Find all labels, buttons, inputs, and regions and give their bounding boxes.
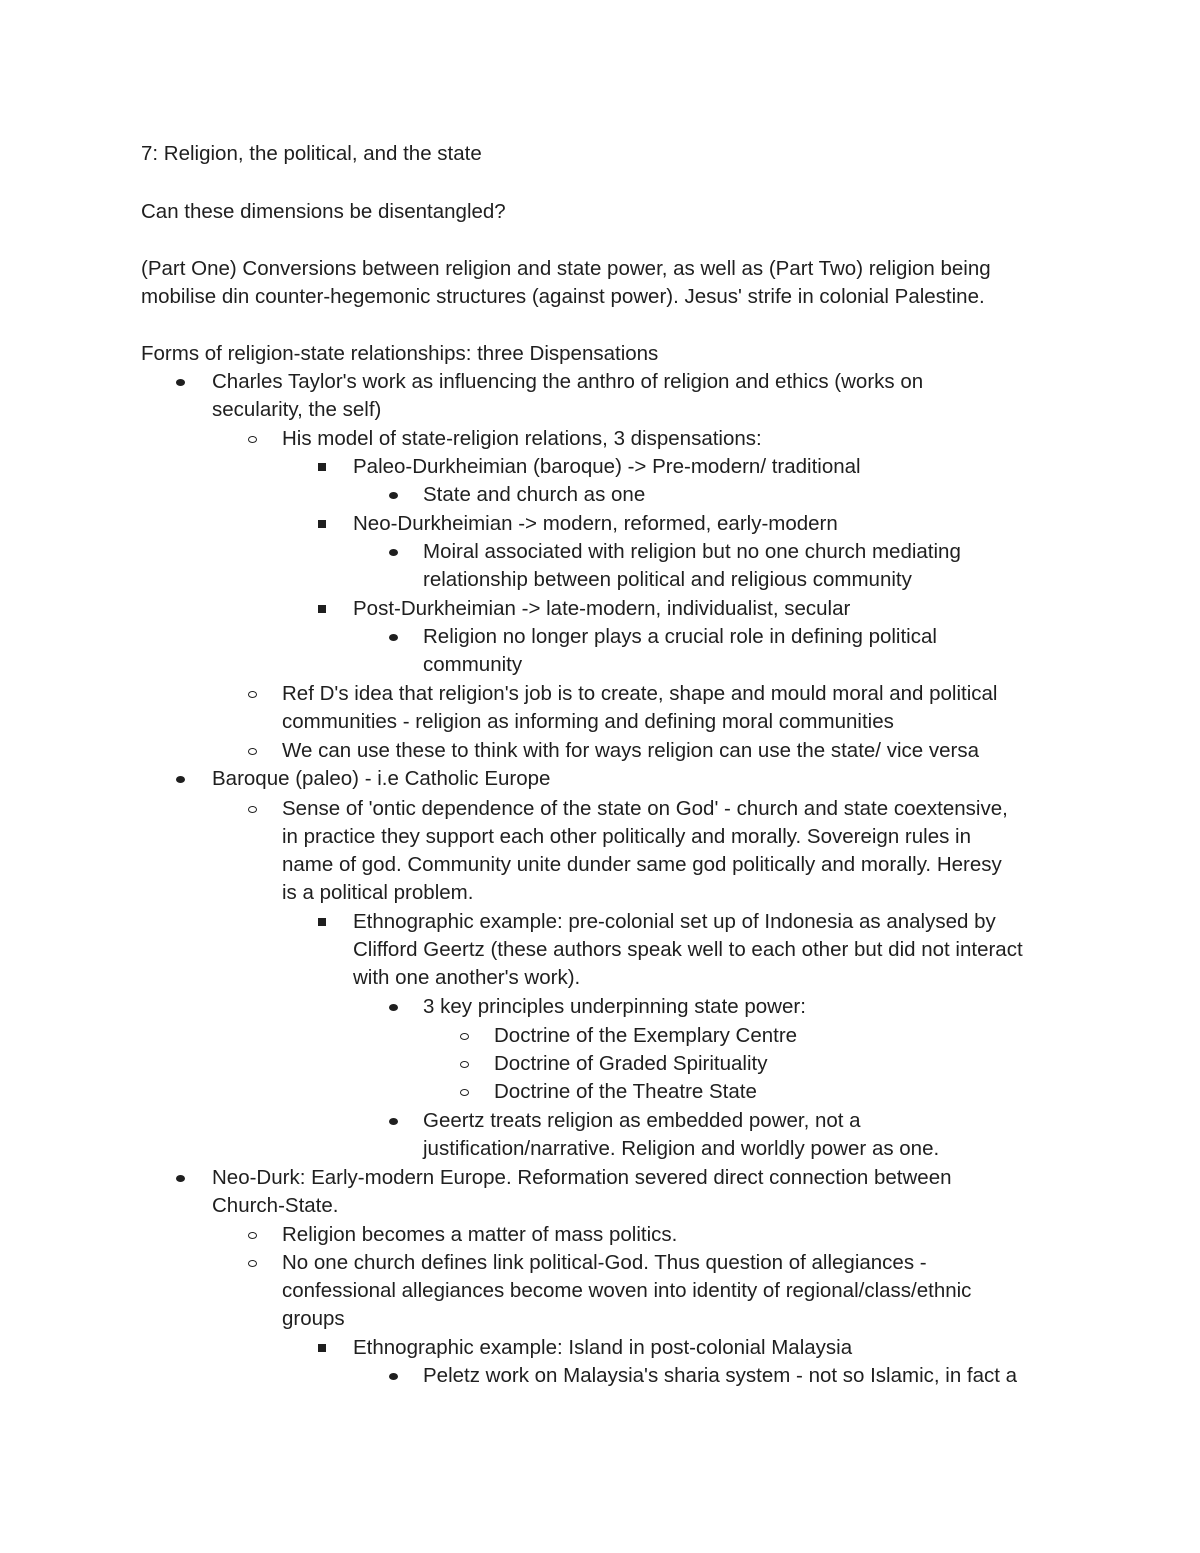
list-item: Doctrine of Graded Spirituality bbox=[494, 1052, 768, 1075]
square-bullet-icon bbox=[318, 605, 326, 613]
list-item: Post-Durkheimian -> late-modern, individualist, secular bbox=[353, 597, 851, 620]
list-item: Neo-Durkheimian -> modern, reformed, early-modern bbox=[353, 512, 838, 535]
disc-bullet-icon bbox=[389, 1373, 398, 1380]
square-bullet-icon bbox=[318, 918, 326, 926]
list-item: Religion becomes a matter of mass politics. bbox=[282, 1223, 678, 1246]
list-item-continuation: relationship between political and religious community bbox=[423, 568, 912, 591]
list-item-continuation: Church-State. bbox=[212, 1194, 339, 1217]
disc-bullet-icon bbox=[389, 492, 398, 499]
disc-bullet-icon bbox=[389, 1118, 398, 1125]
disc-bullet-icon bbox=[389, 549, 398, 556]
list-item-continuation: communities - religion as informing and defining moral communities bbox=[282, 710, 894, 733]
circle-bullet-icon bbox=[248, 691, 257, 698]
circle-bullet-icon bbox=[248, 1260, 257, 1267]
list-item: Moiral associated with religion but no one church mediating bbox=[423, 540, 961, 563]
list-item: State and church as one bbox=[423, 483, 646, 506]
disc-bullet-icon bbox=[389, 634, 398, 641]
list-item: We can use these to think with for ways religion can use the state/ vice versa bbox=[282, 739, 979, 762]
intro-paragraph-line: (Part One) Conversions between religion and state power, as well as (Part Two) religion being bbox=[141, 257, 991, 280]
circle-bullet-icon bbox=[248, 748, 257, 755]
square-bullet-icon bbox=[318, 463, 326, 471]
list-item: Paleo-Durkheimian (baroque) -> Pre-modern/ traditional bbox=[353, 455, 861, 478]
list-item: Geertz treats religion as embedded power, not a bbox=[423, 1109, 861, 1132]
list-item: 3 key principles underpinning state power: bbox=[423, 995, 806, 1018]
list-item-continuation: groups bbox=[282, 1307, 345, 1330]
disc-bullet-icon bbox=[176, 379, 185, 386]
list-item: Ref D's idea that religion's job is to create, shape and mould moral and political bbox=[282, 682, 998, 705]
list-item: Ethnographic example: pre-colonial set up of Indonesia as analysed by bbox=[353, 910, 996, 933]
disc-bullet-icon bbox=[176, 1175, 185, 1182]
list-item-continuation: secularity, the self) bbox=[212, 398, 382, 421]
square-bullet-icon bbox=[318, 1344, 326, 1352]
list-item-continuation: justification/narrative. Religion and worldly power as one. bbox=[423, 1137, 940, 1160]
list-item: No one church defines link political-God. Thus question of allegiances - bbox=[282, 1251, 927, 1274]
list-item: Doctrine of the Theatre State bbox=[494, 1080, 757, 1103]
circle-bullet-icon bbox=[460, 1061, 469, 1068]
circle-bullet-icon bbox=[460, 1033, 469, 1040]
list-item-continuation: with one another's work). bbox=[353, 966, 581, 989]
disc-bullet-icon bbox=[389, 1004, 398, 1011]
disc-bullet-icon bbox=[176, 776, 185, 783]
circle-bullet-icon bbox=[248, 436, 257, 443]
list-item: Ethnographic example: Island in post-colonial Malaysia bbox=[353, 1336, 853, 1359]
intro-paragraph-line: mobilise din counter-hegemonic structures (against power). Jesus' strife in colonial Palestine. bbox=[141, 285, 985, 308]
circle-bullet-icon bbox=[248, 1232, 257, 1239]
circle-bullet-icon bbox=[248, 806, 257, 813]
question-text: Can these dimensions be disentangled? bbox=[141, 200, 506, 223]
list-item-continuation: community bbox=[423, 653, 523, 676]
list-item: Religion no longer plays a crucial role in defining political bbox=[423, 625, 937, 648]
circle-bullet-icon bbox=[460, 1089, 469, 1096]
list-item: Doctrine of the Exemplary Centre bbox=[494, 1024, 798, 1047]
list-item: Neo-Durk: Early-modern Europe. Reformation severed direct connection between bbox=[212, 1166, 952, 1189]
square-bullet-icon bbox=[318, 520, 326, 528]
document-title: 7: Religion, the political, and the state bbox=[141, 142, 482, 165]
section-heading: Forms of religion-state relationships: three Dispensations bbox=[141, 342, 659, 365]
list-item: Sense of 'ontic dependence of the state on God' - church and state coextensive, bbox=[282, 797, 1008, 820]
list-item-continuation: name of god. Community unite dunder same god politically and morally. Heresy bbox=[282, 853, 1002, 876]
list-item-continuation: confessional allegiances become woven into identity of regional/class/ethnic bbox=[282, 1279, 972, 1302]
list-item: Peletz work on Malaysia's sharia system - not so Islamic, in fact a bbox=[423, 1364, 1018, 1387]
list-item-continuation: in practice they support each other politically and morally. Sovereign rules in bbox=[282, 825, 972, 848]
list-item: Baroque (paleo) - i.e Catholic Europe bbox=[212, 767, 551, 790]
list-item: His model of state-religion relations, 3 dispensations: bbox=[282, 427, 762, 450]
list-item-continuation: is a political problem. bbox=[282, 881, 474, 904]
list-item: Charles Taylor's work as influencing the anthro of religion and ethics (works on bbox=[212, 370, 924, 393]
list-item-continuation: Clifford Geertz (these authors speak well to each other but did not interact bbox=[353, 938, 1023, 961]
